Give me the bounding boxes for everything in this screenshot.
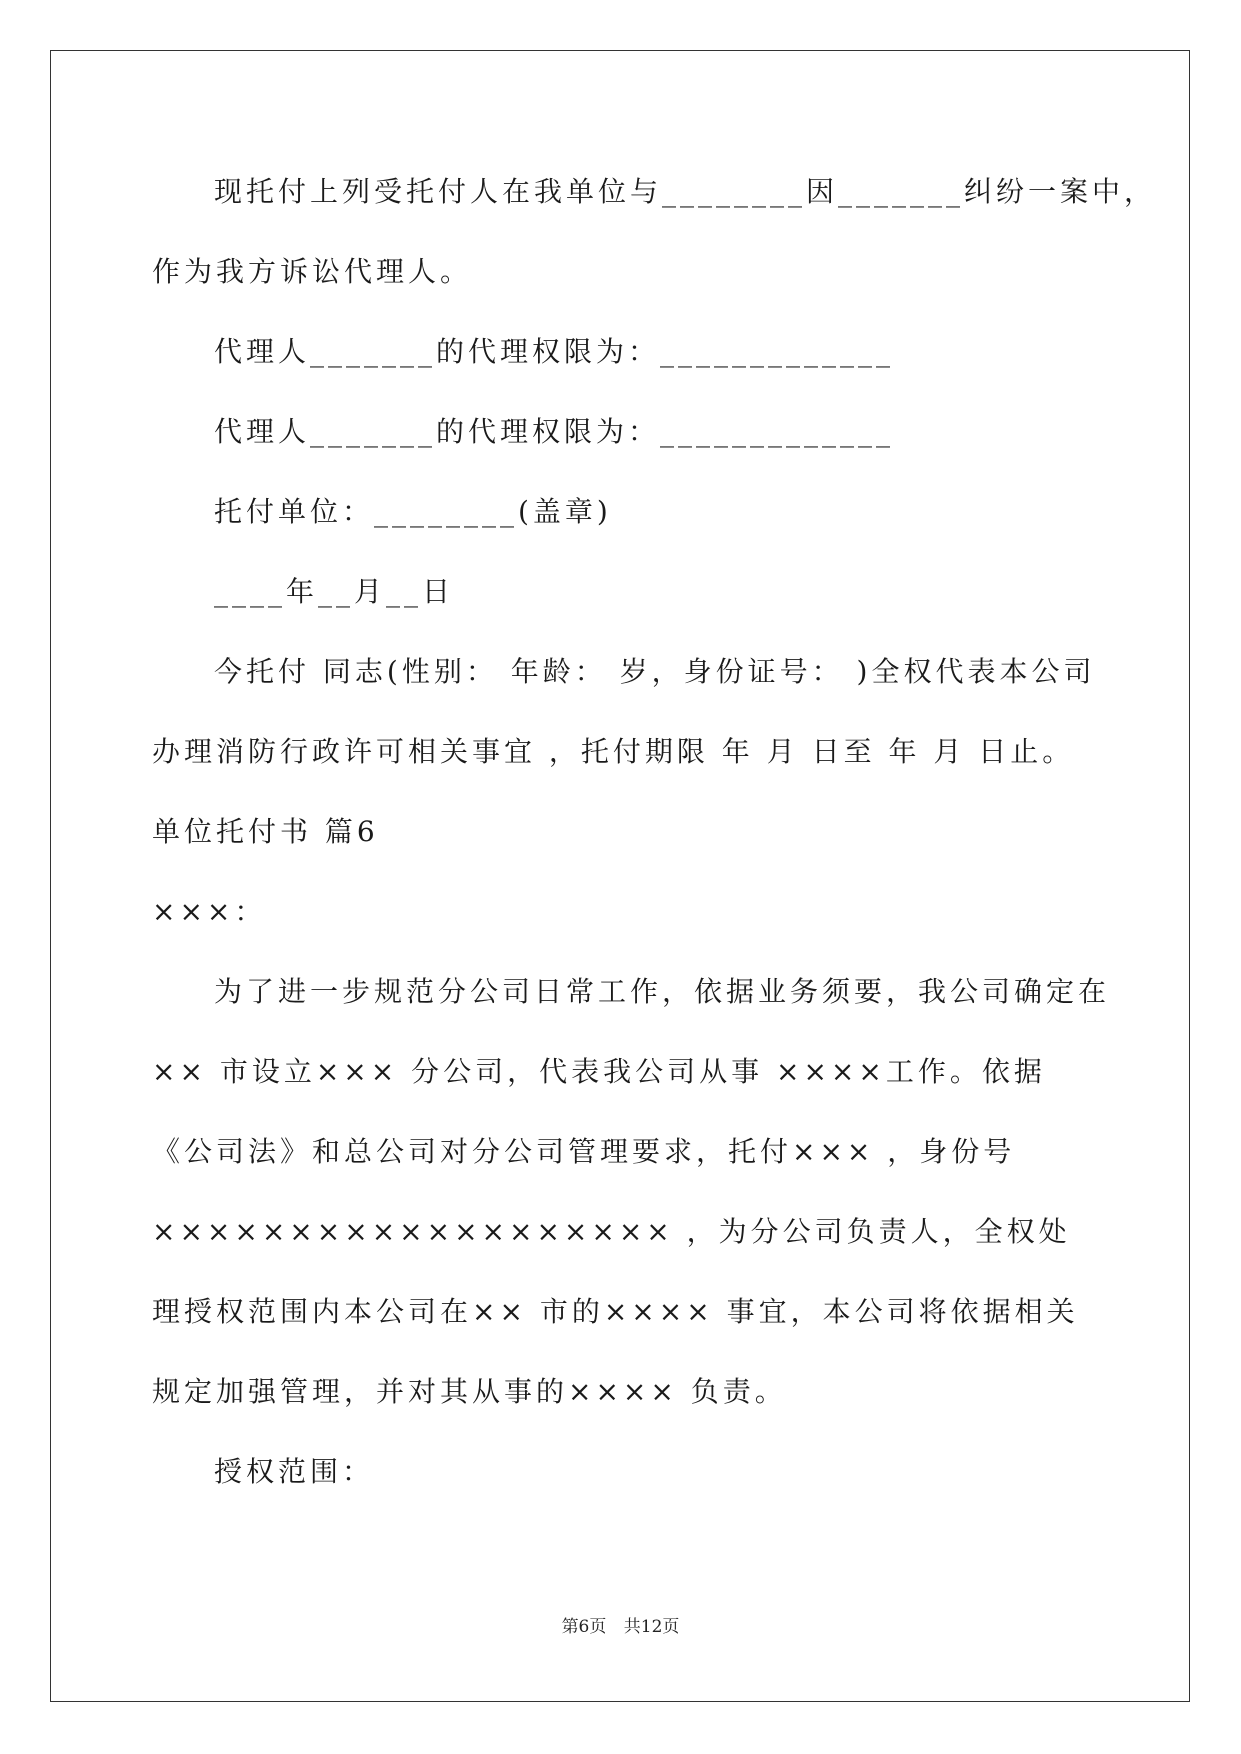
paragraph-line: ××××××××××××××××××× ，为分公司负责人，全权处 (152, 1215, 1071, 1248)
paragraph-line: 代理人_______的代理权限为：_____________ (214, 415, 895, 448)
paragraph-line: 代理人_______的代理权限为：_____________ (214, 335, 895, 368)
paragraph-line: 《公司法》和总公司对分公司管理要求，托付××× ，身份号 (152, 1135, 1016, 1168)
page-total: 共12页 (623, 1617, 680, 1637)
paragraph-line: ×× 市设立××× 分公司，代表我公司从事 ××××工作。依据 (152, 1055, 1046, 1088)
paragraph-line: 规定加强管理，并对其从事的×××× 负责。 (152, 1375, 787, 1408)
paragraph-line: 今托付 同志(性别： 年龄： 岁，身份证号： )全权代表本公司 (214, 655, 1096, 688)
page-footer (0, 1612, 1241, 1637)
paragraph-line: 作为我方诉讼代理人。 (152, 255, 473, 288)
paragraph-line: 现托付上列受托付人在我单位与________因_______纠纷一案中， (214, 175, 1157, 208)
paragraph-line: 授权范围： (214, 1455, 375, 1488)
paragraph-line: 托付单位：________(盖章) (214, 495, 612, 528)
paragraph-line: 办理消防行政许可相关事宜 ，托付期限 年 月 日至 年 月 日止。 (152, 735, 1075, 768)
paragraph-line: 理授权范围内本公司在×× 市的×××× 事宜，本公司将依据相关 (152, 1295, 1079, 1328)
section-heading: 单位托付书 篇6 (152, 815, 379, 848)
date-line: ____年__月__日 (214, 575, 455, 608)
salutation: ×××： (152, 895, 267, 928)
page-number: 第6页 (561, 1617, 607, 1637)
paragraph-line: 为了进一步规范分公司日常工作，依据业务须要，我公司确定在 (214, 975, 1111, 1008)
